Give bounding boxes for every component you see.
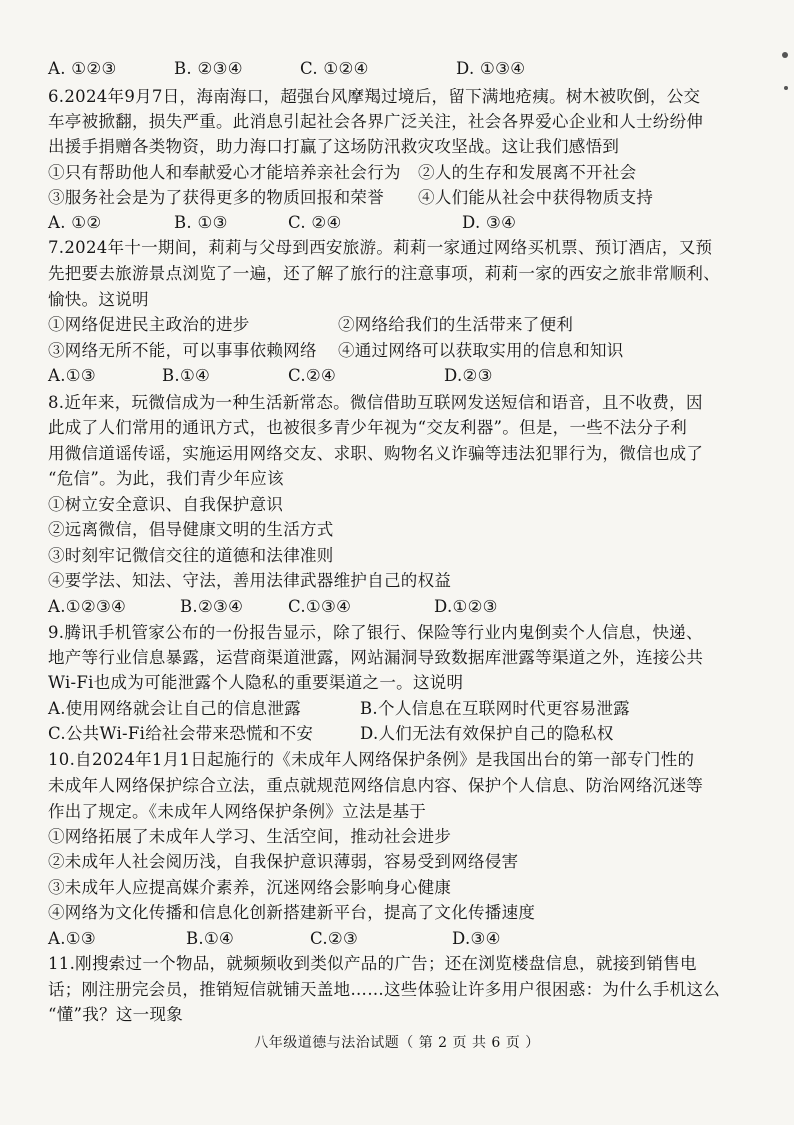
q10-option-a: A.①③ — [48, 929, 96, 948]
q7-option-d: D.②③ — [444, 366, 493, 385]
q7-stem-line: 愉快。这说明 — [48, 290, 149, 309]
q8-choice-3: ③时刻牢记微信交往的道德和法律准则 — [48, 546, 334, 565]
q8-stem-line: 此成了人们常用的通讯方式，也被很多青少年视为“交友利器”。但是，一些不法分子利 — [48, 418, 688, 437]
q6-stem-line: 车亭被掀翻，损失严重。此消息引起社会各界广泛关注，社会各界爱心企业和人士纷纷伸 — [48, 112, 704, 131]
page-footer: 八年级道德与法治试题（ 第 2 页 共 6 页 ） — [254, 1035, 540, 1051]
q6-choice-row — [48, 162, 748, 184]
q9-option-a: A.使用网络就会让自己的信息泄露 — [48, 699, 301, 718]
q6-option-a: A. ①② — [48, 213, 102, 232]
q7-stem-line: 7.2024年十一期间，莉莉与父母到西安旅游。莉莉一家通过网络买机票、预订酒店，又预 — [48, 238, 713, 257]
q6-options-row — [48, 212, 748, 234]
q6-stem-line: 6.2024年9月7日，海南海口，超强台风摩羯过境后，留下满地疮痍。树木被吹倒，公交 — [48, 87, 701, 106]
q7-choice-4: ④通过网络可以获取实用的信息和知识 — [338, 341, 624, 360]
q9-stem-line: 地产等行业信息暴露，运营商渠道泄露，网站漏洞导致数据库泄露等渠道之外，连接公共 — [48, 648, 704, 667]
q8-options-row — [48, 596, 748, 618]
q7-choice-row — [48, 340, 748, 362]
q7-choice-3: ③网络无所不能，可以事事依赖网络 — [48, 341, 317, 360]
q5-option-a: A. ①②③ — [48, 59, 117, 78]
q5-option-d: D. ①③④ — [456, 59, 526, 78]
q8-option-a: A.①②③④ — [48, 597, 127, 616]
scan-dot — [782, 52, 788, 58]
q9-options-row — [48, 723, 748, 745]
q10-option-c: C.②③ — [310, 929, 359, 948]
q6-option-c: C. ②④ — [288, 213, 342, 232]
q8-choice-2: ②远离微信，倡导健康文明的生活方式 — [48, 520, 334, 539]
q8-stem-line: 用微信道谣传谣，实施运用网络交友、求职、购物名义诈骗等违法犯罪行为，微信也成了 — [48, 444, 704, 463]
q5-options-row — [48, 58, 748, 80]
q8-option-b: B.②③④ — [180, 597, 244, 616]
q6-option-d: D. ③④ — [462, 213, 517, 232]
q8-stem-line: “危信”。为此，我们青少年应该 — [48, 469, 284, 488]
q6-choice-2: ②人的生存和发展离不开社会 — [418, 163, 637, 182]
q10-choice-2: ②未成年人社会阅历浅，自我保护意识薄弱，容易受到网络侵害 — [48, 852, 519, 871]
q8-stem-line: 8.近年来，玩微信成为一种生活新常态。微信借助互联网发送短信和语音，且不收费，因 — [48, 393, 703, 412]
q6-choice-4: ④人们能从社会中获得物质支持 — [418, 188, 654, 207]
q9-stem-line: 9.腾讯手机管家公布的一份报告显示，除了银行、保险等行业内鬼倒卖个人信息，快递、 — [48, 623, 703, 642]
q11-stem-line: 话；刚注册完会员，推销短信就铺天盖地……这些体验让许多用户很困惑：为什么手机这么 — [48, 980, 720, 999]
q8-option-c: C.①③④ — [288, 597, 352, 616]
q7-option-a: A.①③ — [48, 366, 96, 385]
q6-choice-3: ③服务社会是为了获得更多的物质回报和荣誉 — [48, 188, 384, 207]
q8-choice-4: ④要学法、知法、守法，善用法律武器维护自己的权益 — [48, 571, 452, 590]
scan-dot — [784, 86, 788, 90]
q9-stem-line: Wi-Fi也成为可能泄露个人隐私的重要渠道之一。这说明 — [48, 673, 464, 692]
q7-stem-line: 先把要去旅游景点浏览了一遍，还了解了旅行的注意事项，莉莉一家的西安之旅非常顺利、 — [48, 264, 720, 283]
q5-option-b: B. ②③④ — [174, 59, 243, 78]
q10-option-b: B.①④ — [186, 929, 235, 948]
q10-choice-4: ④网络为文化传播和信息化创新搭建新平台，提高了文化传播速度 — [48, 903, 536, 922]
q6-choice-row — [48, 187, 748, 209]
q9-options-row — [48, 698, 748, 720]
q9-option-c: C.公共Wi-Fi给社会带来恐慌和不安 — [48, 724, 314, 743]
q8-option-d: D.①②③ — [434, 597, 498, 616]
q8-choice-1: ①树立安全意识、自我保护意识 — [48, 495, 284, 514]
q6-option-b: B. ①③ — [174, 213, 228, 232]
q5-option-c: C. ①②④ — [300, 59, 369, 78]
q6-choice-1: ①只有帮助他人和奉献爱心才能培养亲社会行为 — [48, 163, 401, 182]
q10-stem-line: 未成年人网络保护综合立法，重点就规范网络信息内容、保护个人信息、防治网络沉迷等 — [48, 776, 704, 795]
q9-option-d: D.人们无法有效保护自己的隐私权 — [360, 724, 614, 743]
q6-stem-line: 出援手捐赠各类物资，助力海口打赢了这场防汛救灾攻坚战。这让我们感悟到 — [48, 137, 620, 156]
q9-option-b: B.个人信息在互联网时代更容易泄露 — [360, 699, 630, 718]
q7-choice-1: ①网络促进民主政治的进步 — [48, 315, 250, 334]
q10-option-d: D.③④ — [452, 929, 501, 948]
q7-options-row — [48, 365, 748, 387]
q7-option-b: B.①④ — [162, 366, 211, 385]
q10-options-row — [48, 928, 748, 950]
q7-option-c: C.②④ — [288, 366, 337, 385]
q11-stem-line: “懂”我？这一现象 — [48, 1005, 184, 1024]
q10-stem-line: 作出了规定。《未成年人网络保护条例》立法是基于 — [48, 802, 427, 821]
q10-choice-3: ③未成年人应提高媒介素养，沉迷网络会影响身心健康 — [48, 878, 452, 897]
q7-choice-row — [48, 314, 748, 336]
q11-stem-line: 11.刚搜索过一个物品，就频频收到类似产品的广告；还在浏览楼盘信息，就接到销售电 — [48, 954, 697, 973]
q7-choice-2: ②网络给我们的生活带来了便利 — [338, 315, 574, 334]
q10-stem-line: 10.自2024年1月1日起施行的《未成年人网络保护条例》是我国出台的第一部专门性的 — [48, 750, 695, 769]
q10-choice-1: ①网络拓展了未成年人学习、生活空间，推动社会进步 — [48, 827, 452, 846]
